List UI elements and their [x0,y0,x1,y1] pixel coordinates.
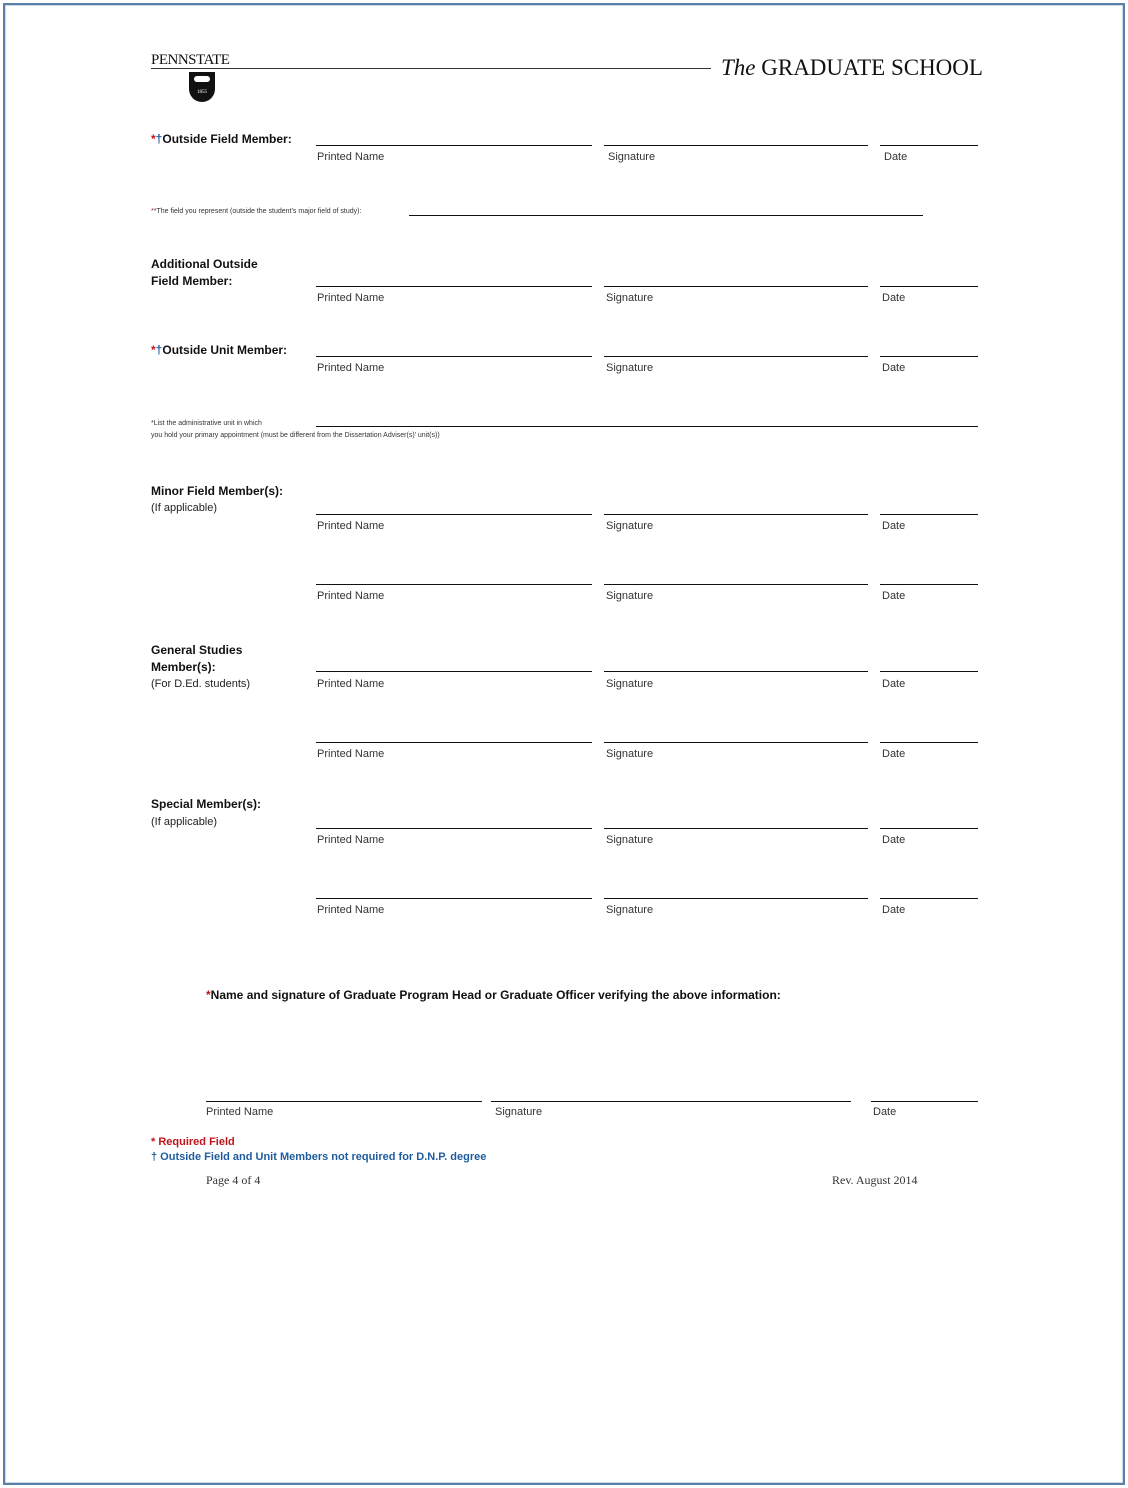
verify-signature-line[interactable] [491,1101,851,1102]
signature-label: Signature [606,520,654,532]
lion-icon [194,76,210,82]
minor-field-note: (If applicable) [151,502,218,514]
school-title-name: GRADUATE SCHOOL [761,55,983,80]
special-name-line-1[interactable] [316,828,592,829]
printed-name-label: Printed Name [317,904,385,916]
outside-unit-date-line[interactable] [880,356,978,357]
additional-outside-signature-line[interactable] [604,286,868,287]
minor-field-name-line-2[interactable] [316,584,592,585]
printed-name-label: Printed Name [317,678,385,690]
printed-name-label: Printed Name [317,292,385,304]
outside-unit-member-label: *†Outside Unit Member: [151,343,288,357]
general-studies-date-line-2[interactable] [880,742,978,743]
additional-outside-date-line[interactable] [880,286,978,287]
general-studies-label: General Studies Member(s): [151,643,243,674]
printed-name-label: Printed Name [317,362,385,374]
general-studies-name-line-2[interactable] [316,742,592,743]
special-member-note: (If applicable) [151,816,218,828]
outside-field-member-label: *†Outside Field Member: [151,132,292,146]
signature-label: Signature [606,904,654,916]
printed-name-label: Printed Name [317,834,385,846]
outside-unit-name-line[interactable] [316,356,592,357]
date-label: Date [882,362,906,374]
logo-year: 1855 [197,90,207,95]
header-rule [151,68,711,69]
general-studies-date-line-1[interactable] [880,671,978,672]
page-frame [3,3,1125,1485]
special-date-line-1[interactable] [880,828,978,829]
field-represent-label: **The field you represent (outside the student’s major field of study): [151,208,362,215]
minor-field-label: Minor Field Member(s): [151,484,284,498]
additional-outside-name-line[interactable] [316,286,592,287]
general-studies-note: (For D.Ed. students) [151,678,251,690]
verify-label: *Name and signature of Graduate Program Head or Graduate Officer verifying the above information: [206,988,781,1002]
general-studies-signature-line-1[interactable] [604,671,868,672]
pennstate-shield-icon [189,72,215,102]
school-title [721,55,983,81]
field-represent-line[interactable] [409,215,923,216]
outside-unit-signature-line[interactable] [604,356,868,357]
minor-field-name-line-1[interactable] [316,514,592,515]
special-signature-line-1[interactable] [604,828,868,829]
general-studies-signature-line-2[interactable] [604,742,868,743]
date-label: Date [882,904,906,916]
minor-field-signature-line-2[interactable] [604,584,868,585]
minor-field-date-line-1[interactable] [880,514,978,515]
special-name-line-2[interactable] [316,898,592,899]
date-label: Date [882,590,906,602]
special-signature-line-2[interactable] [604,898,868,899]
admin-unit-line[interactable] [316,426,978,427]
outside-field-signature-line[interactable] [604,145,868,146]
printed-name-label: Printed Name [317,151,385,163]
verify-name-line[interactable] [206,1101,482,1102]
signature-label: Signature [606,362,654,374]
printed-name-label: Printed Name [317,590,385,602]
printed-name-label: Printed Name [206,1106,274,1118]
printed-name-label: Printed Name [317,520,385,532]
signature-label: Signature [606,590,654,602]
additional-outside-label: Additional Outside Field Member: [151,257,258,288]
signature-label: Signature [608,151,656,163]
dagger-note: † Outside Field and Unit Members not required for D.N.P. degree [151,1151,487,1163]
outside-field-name-line[interactable] [316,145,592,146]
date-label: Date [873,1106,897,1118]
date-label: Date [882,748,906,760]
school-title-the: The [721,55,756,80]
pennstate-logo-text: PENNSTATE [151,52,230,68]
signature-label: Signature [606,834,654,846]
special-member-label: Special Member(s): [151,797,262,811]
general-studies-name-line-1[interactable] [316,671,592,672]
signature-label: Signature [606,292,654,304]
minor-field-signature-line-1[interactable] [604,514,868,515]
special-date-line-2[interactable] [880,898,978,899]
page-number: Page 4 of 4 [206,1173,261,1187]
admin-unit-label: *List the administrative unit in which you hold your primary appointment (must be different from the Dissertation Adviser(s)’ unit(s)) [151,420,440,439]
minor-field-date-line-2[interactable] [880,584,978,585]
printed-name-label: Printed Name [317,748,385,760]
required-field-note: * Required Field [151,1136,235,1148]
date-label: Date [884,151,908,163]
outside-field-date-line[interactable] [880,145,978,146]
revision-date: Rev. August 2014 [832,1173,918,1187]
date-label: Date [882,292,906,304]
date-label: Date [882,678,906,690]
date-label: Date [882,520,906,532]
signature-label: Signature [606,748,654,760]
verify-date-line[interactable] [871,1101,978,1102]
date-label: Date [882,834,906,846]
signature-label: Signature [495,1106,543,1118]
signature-label: Signature [606,678,654,690]
